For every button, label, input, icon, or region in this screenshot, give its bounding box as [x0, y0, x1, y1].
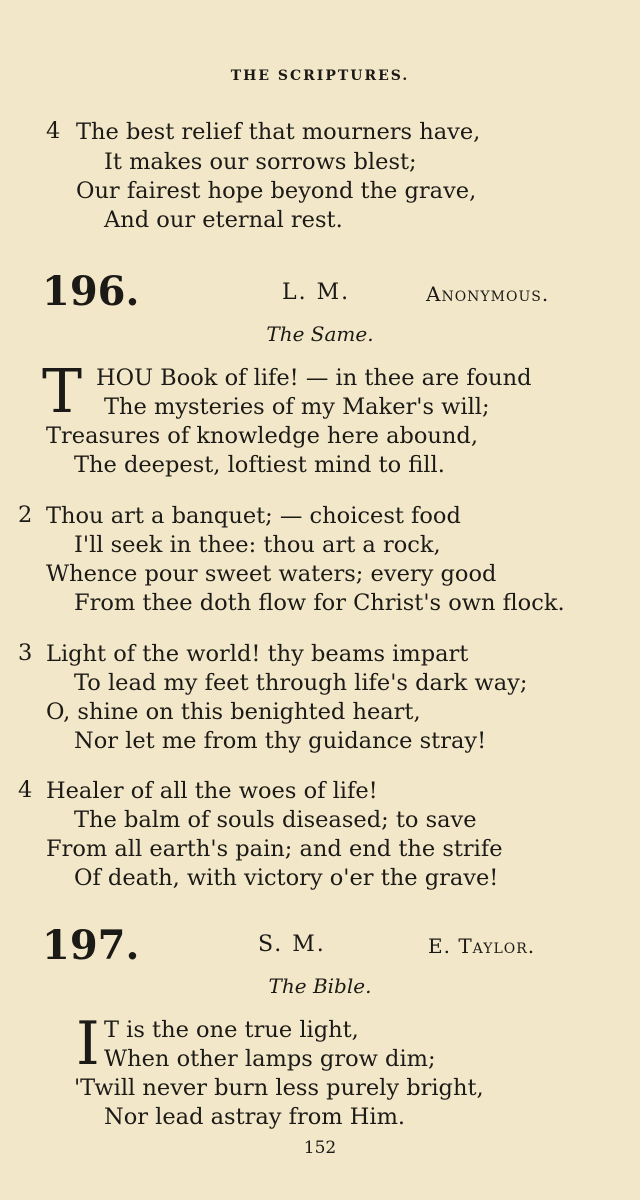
running-head: THE SCRIPTURES.	[230, 68, 410, 84]
hymn-author: Anonymous.	[426, 282, 550, 306]
hymn-meter: L. M.	[282, 280, 351, 305]
stanza-number: 2	[18, 502, 33, 528]
drop-cap: I	[76, 1009, 100, 1079]
hymn-subtitle: The Same.	[266, 322, 374, 346]
verse-line: And our eternal rest.	[104, 207, 343, 233]
hymn-number: 196.	[42, 268, 140, 315]
verse-line: Light of the world! thy beams impart	[46, 641, 469, 667]
verse-line: Treasures of knowledge here abound,	[46, 423, 478, 449]
verse-line: The best relief that mourners have,	[76, 119, 481, 145]
verse-line: O, shine on this benighted heart,	[46, 699, 421, 725]
hymn-subtitle: The Bible.	[268, 974, 372, 998]
verse-line: It makes our sorrows blest;	[104, 149, 417, 175]
stanza-number: 3	[18, 640, 33, 666]
stanza-number: 4	[46, 118, 61, 144]
verse-line: From all earth's pain; and end the strife	[46, 836, 503, 862]
verse-line: The deepest, loftiest mind to fill.	[74, 452, 445, 478]
stanza-number: 4	[18, 777, 33, 803]
verse-line: To lead my feet through life's dark way;	[74, 670, 528, 696]
verse-line: Of death, with victory o'er the grave!	[74, 865, 499, 891]
hymn-meter: S. M.	[258, 932, 326, 957]
verse-line: From thee doth flow for Christ's own flock.	[74, 590, 565, 616]
verse-line: I'll seek in thee: thou art a rock,	[74, 532, 441, 558]
verse-line: The balm of souls diseased; to save	[74, 807, 477, 833]
verse-line: Nor lead astray from Him.	[104, 1104, 406, 1130]
verse-line: Healer of all the woes of life!	[46, 778, 378, 804]
drop-cap: T	[42, 357, 83, 427]
verse-line: HOU Book of life! — in thee are found	[96, 365, 532, 391]
verse-line: Whence pour sweet waters; every good	[46, 561, 497, 587]
verse-line: 'Twill never burn less purely bright,	[74, 1075, 484, 1101]
verse-line: Nor let me from thy guidance stray!	[74, 728, 487, 754]
verse-line: Thou art a banquet; — choicest food	[46, 503, 461, 529]
hymn-number: 197.	[42, 922, 140, 969]
verse-line: Our fairest hope beyond the grave,	[76, 178, 477, 204]
verse-line: T is the one true light,	[104, 1017, 359, 1043]
page-number: 152	[303, 1138, 337, 1158]
verse-line: When other lamps grow dim;	[104, 1046, 436, 1072]
verse-line: The mysteries of my Maker's will;	[104, 394, 490, 420]
hymn-author: E. Taylor.	[428, 934, 536, 958]
